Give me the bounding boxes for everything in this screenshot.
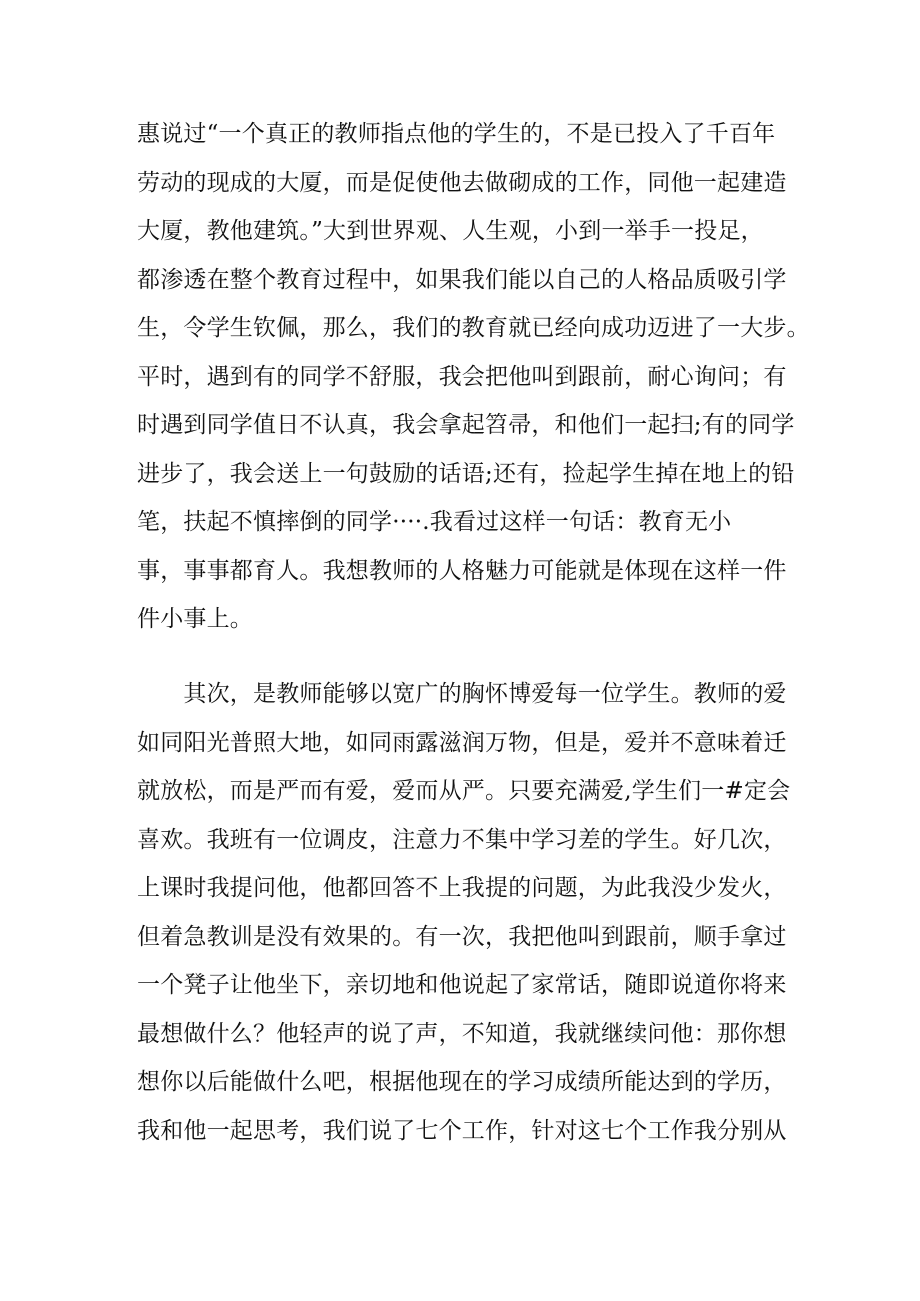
text-line: 如同阳光普照大地，如同雨露滋润万物，但是，爱并不意味着迁 [137,729,787,756]
text-line: 生，令学生钦佩，那么，我们的教育就已经向成功迈进了一大步。 [137,315,810,341]
text-line: 想你以后能做什么吧，根据他现在的学习成绩所能达到的学历， [137,1069,787,1095]
text-line: 我和他一起思考，我们说了七个工作，针对这七个工作我分别从 [137,1117,787,1144]
text-line: 上课时我提问他，他都回答不上我提的问题，为此我没少发火， [137,875,787,901]
text-line: 事，事事都育人。我想教师的人格魅力可能就是体现在这样一件 [137,557,787,584]
text-line: 笔，扶起不慎摔倒的同学····.我看过这样一句话：教育无小 [137,509,732,535]
paragraph-teacher-personality [137,110,810,644]
text-line: 但着急教训是没有效果的。有一次，我把他叫到跟前，顺手拿过 [137,923,787,950]
text-line: 平时，遇到有的同学不舒服，我会把他叫到跟前，耐心询问；有 [137,363,787,390]
paragraph-love-students [137,670,797,1155]
text-line: 劳动的现成的大厦，而是促使他去做砌成的工作，同他一起建造 [137,169,787,196]
text-line: 件小事上。 [137,606,253,632]
text-line: 时遇到同学值日不认真，我会拿起笤帚，和他们一起扫;有的同学 [137,412,795,438]
text-line: 大厦，教他建筑。”大到世界观、人生观，小到一举手一投足， [137,218,764,244]
text-line: 其次，是教师能够以宽广的胸怀博爱每一位学生。教师的爱 [137,681,787,707]
text-line: 惠说过“一个真正的教师指点他的学生的，不是已投入了千百年 [137,121,776,147]
text-line: 最想做什么？他轻声的说了声，不知道，我就继续问他：那你想 [137,1020,787,1047]
text-line: 一个凳子让他坐下，亲切地和他说起了家常话，随即说道你将来 [137,972,787,998]
text-line: 就放松，而是严而有爱，爱而从严。只要充满爱,学生们一#定会 [137,778,791,804]
text-line: 进步了，我会送上一句鼓励的话语;还有，捡起学生掉在地上的铅 [137,460,795,487]
text-line: 都渗透在整个教育过程中，如果我们能以自己的人格品质吸引学 [137,266,787,293]
text-line: 喜欢。我班有一位调皮，注意力不集中学习差的学生。好几次， [137,826,787,853]
